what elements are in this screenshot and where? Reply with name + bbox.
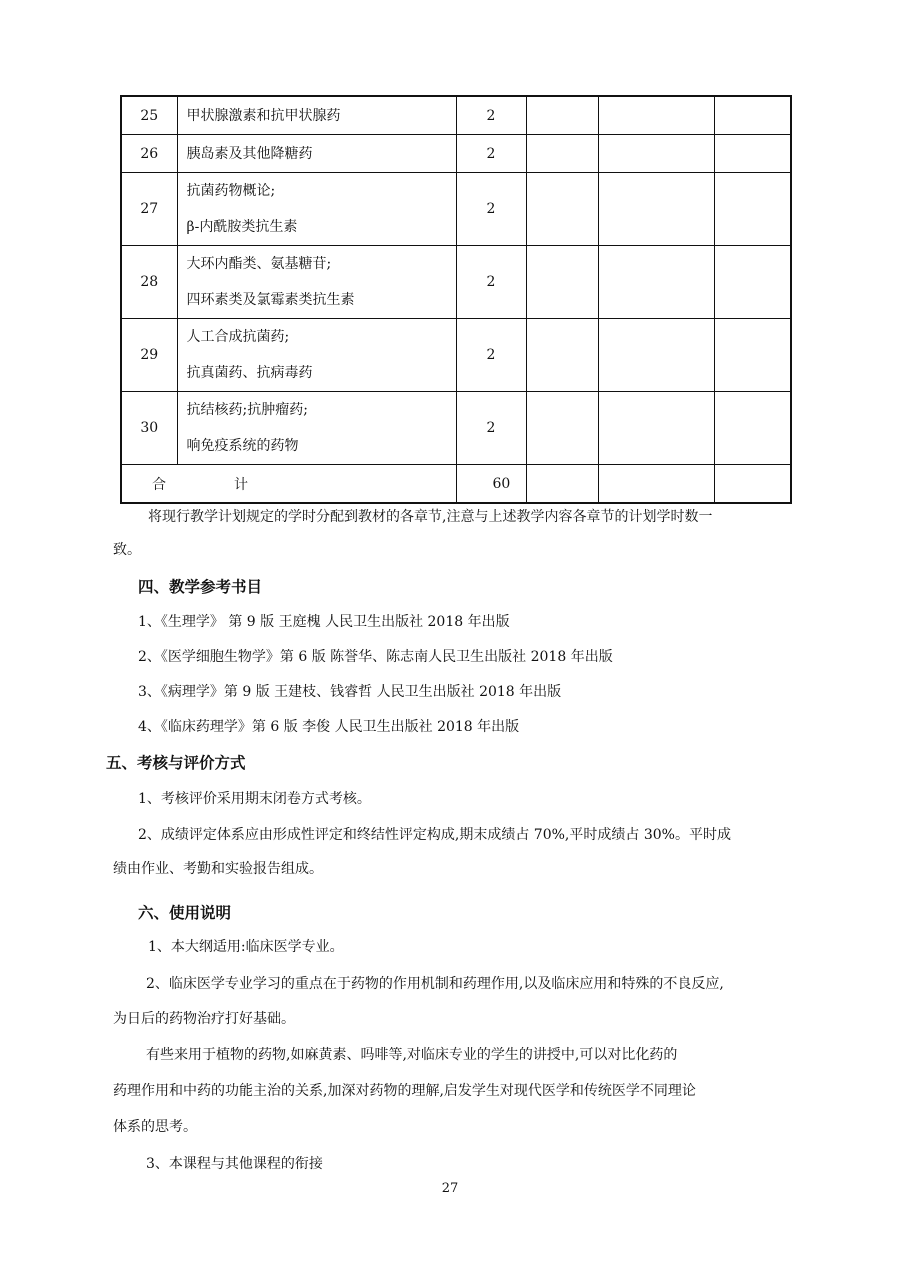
content-line: 响免疫系统的药物 <box>186 438 299 454</box>
table-row <box>121 246 791 319</box>
content-line: 四环素类及氯霉素类抗生素 <box>186 292 355 308</box>
content-line: 抗结核药;抗肿瘤药; <box>186 402 308 418</box>
content-line: 人工合成抗菌药; <box>186 329 290 345</box>
assessment-paragraph-1: 1、考核评价采用期末闭卷方式考核。 <box>138 791 371 807</box>
content-cell <box>177 246 456 319</box>
empty-cell <box>598 96 714 135</box>
content-line: β-内酰胺类抗生素 <box>186 219 298 235</box>
usage-paragraph-1: 1、本大纲适用:临床医学专业。 <box>148 939 344 955</box>
empty-cell <box>714 465 791 504</box>
empty-cell <box>714 173 791 246</box>
table-row <box>121 135 791 173</box>
class-hours-table <box>120 95 792 504</box>
empty-cell <box>526 465 598 504</box>
content-line: 大环内酯类、氨基糖苷; <box>186 256 332 272</box>
content-cell <box>177 96 456 135</box>
empty-cell <box>714 135 791 173</box>
total-hours-cell: 60 <box>456 465 526 504</box>
empty-cell <box>598 392 714 465</box>
empty-cell <box>526 319 598 392</box>
row-number-cell: 29 <box>121 319 177 392</box>
row-number-cell: 26 <box>121 135 177 173</box>
assessment-paragraph-2-line-2: 绩由作业、考勤和实验报告组成。 <box>113 861 323 877</box>
content-line: 甲状腺激素和抗甲状腺药 <box>186 107 341 124</box>
hours-cell: 2 <box>456 392 526 465</box>
total-label-cell <box>121 465 456 504</box>
empty-cell <box>714 392 791 465</box>
empty-cell <box>526 135 598 173</box>
content-cell <box>177 135 456 173</box>
empty-cell <box>598 173 714 246</box>
empty-cell <box>598 319 714 392</box>
empty-cell <box>714 246 791 319</box>
total-label-part-2: 计 <box>234 476 248 493</box>
table-row <box>121 173 791 246</box>
section-5-heading: 五、考核与评价方式 <box>106 754 246 772</box>
empty-cell <box>598 135 714 173</box>
usage-paragraph-2-line-1: 2、临床医学专业学习的重点在于药物的作用机制和药理作用,以及临床应用和特殊的不良反应, <box>146 976 724 992</box>
usage-paragraph-3-line-3: 体系的思考。 <box>113 1119 197 1135</box>
usage-paragraph-3-line-2: 药理作用和中药的功能主治的关系,加深对药物的理解,启发学生对现代医学和传统医学不同理论 <box>113 1083 696 1099</box>
content-line: 抗菌药物概论; <box>186 183 276 199</box>
row-number-cell: 28 <box>121 246 177 319</box>
table-row <box>121 319 791 392</box>
total-row <box>121 465 791 504</box>
row-number-cell: 27 <box>121 173 177 246</box>
hours-cell: 2 <box>456 173 526 246</box>
hours-cell: 2 <box>456 319 526 392</box>
reference-book-1: 1、《生理学》 第 9 版 王庭槐 人民卫生出版社 2018 年出版 <box>138 614 510 630</box>
usage-paragraph-3-line-1: 有些来用于植物的药物,如麻黄素、吗啡等,对临床专业的学生的讲授中,可以对比化药的 <box>146 1047 678 1063</box>
empty-cell <box>714 319 791 392</box>
empty-cell <box>598 246 714 319</box>
content-line: 抗真菌药、抗病毒药 <box>186 365 313 381</box>
total-label-part-1: 合 <box>152 476 166 493</box>
reference-book-4: 4、《临床药理学》第 6 版 李俊 人民卫生出版社 2018 年出版 <box>138 719 520 735</box>
section-4-heading: 四、教学参考书目 <box>138 578 263 596</box>
content-line: 胰岛素及其他降糖药 <box>186 145 313 162</box>
row-number-cell: 25 <box>121 96 177 135</box>
note-line-1: 将现行教学计划规定的学时分配到教材的各章节,注意与上述教学内容各章节的计划学时数一 <box>148 509 713 525</box>
empty-cell <box>526 96 598 135</box>
empty-cell <box>526 246 598 319</box>
hours-cell: 2 <box>456 135 526 173</box>
empty-cell <box>598 465 714 504</box>
hours-cell: 2 <box>456 96 526 135</box>
hours-cell: 2 <box>456 246 526 319</box>
empty-cell <box>526 173 598 246</box>
section-6-heading: 六、使用说明 <box>138 904 232 922</box>
content-cell <box>177 392 456 465</box>
content-cell <box>177 173 456 246</box>
assessment-paragraph-2-line-1: 2、成绩评定体系应由形成性评定和终结性评定构成,期末成绩占 70%,平时成绩占 30%。平时成 <box>138 827 731 843</box>
note-line-2: 致。 <box>113 542 141 558</box>
row-number-cell: 30 <box>121 392 177 465</box>
table-row <box>121 392 791 465</box>
content-cell <box>177 319 456 392</box>
page-number: 27 <box>441 1181 459 1196</box>
empty-cell <box>714 96 791 135</box>
usage-paragraph-2-line-2: 为日后的药物治疗打好基础。 <box>113 1011 295 1027</box>
usage-paragraph-4: 3、本课程与其他课程的衔接 <box>146 1156 323 1172</box>
table-row <box>121 96 791 135</box>
reference-book-2: 2、《医学细胞生物学》第 6 版 陈誉华、陈志南人民卫生出版社 2018 年出版 <box>138 649 613 665</box>
reference-book-3: 3、《病理学》第 9 版 王建枝、钱睿哲 人民卫生出版社 2018 年出版 <box>138 684 562 700</box>
empty-cell <box>526 392 598 465</box>
